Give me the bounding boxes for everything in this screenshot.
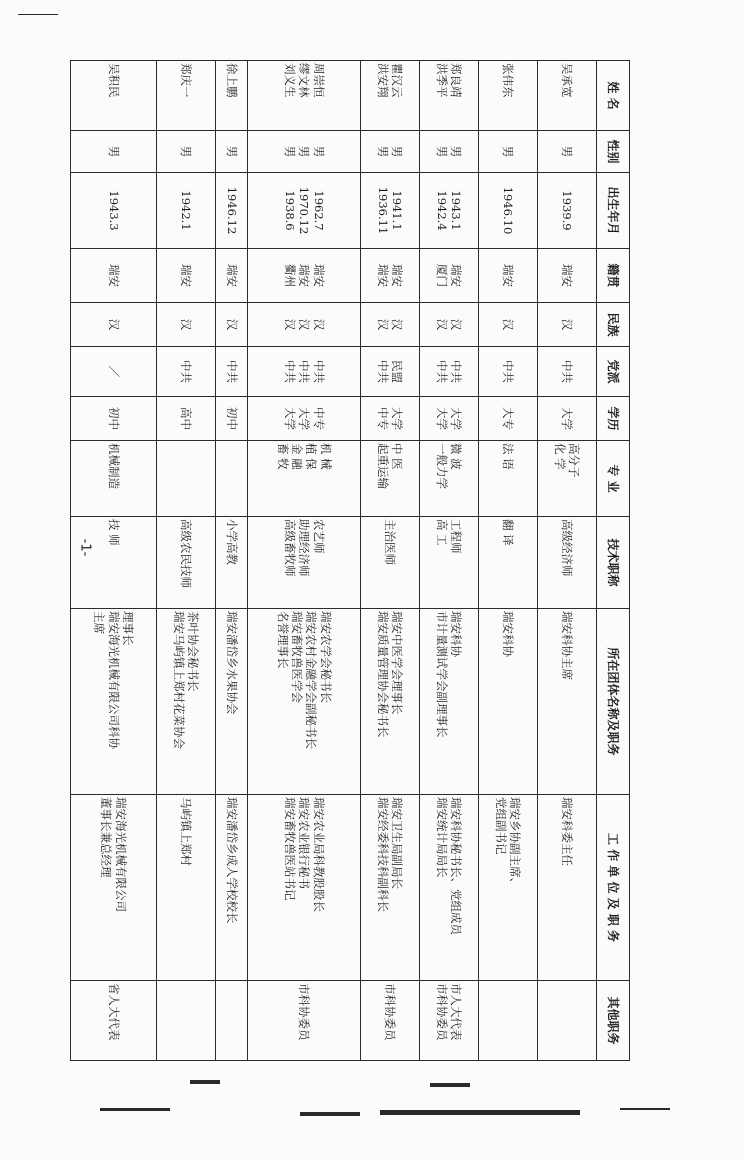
cell-line: 助理经济师	[297, 519, 312, 577]
cell-line: 省人大代表	[106, 983, 121, 1041]
cell-line: 瑞安农业局科教股股长	[311, 797, 326, 912]
cell-line: 汉	[179, 318, 194, 331]
table-row	[248, 61, 361, 1061]
cell-party	[537, 347, 596, 397]
cell-native	[537, 249, 596, 303]
cell-line: 瞿汉云	[390, 63, 405, 98]
cell-line: 一般力学	[434, 443, 449, 489]
cell-line: 缪文林	[297, 63, 312, 98]
cell-line: 市科协委员	[297, 983, 312, 1041]
cell-line: 汉	[224, 318, 239, 331]
cell-work	[248, 795, 361, 981]
cell-line: 瑞安科协秘书长、党组成员	[449, 797, 464, 935]
cell-line: 瑞安马屿镇上郑村花菜协会	[171, 611, 186, 749]
cell-society	[71, 609, 157, 795]
table-row	[478, 61, 537, 1061]
cell-other	[156, 981, 215, 1061]
cell-education	[248, 397, 361, 441]
cell-birth	[537, 173, 596, 249]
cell-line: 名誉理事长	[275, 611, 290, 669]
cell-title	[71, 517, 157, 609]
cell-line: 大学	[282, 407, 297, 430]
cell-ethnicity	[248, 303, 361, 347]
cell-line: 微 波	[449, 443, 464, 470]
cell-line: 化 学	[552, 443, 567, 470]
cell-line: 衢州	[282, 264, 297, 287]
cell-line: 瑞安	[179, 264, 194, 287]
cell-title	[156, 517, 215, 609]
table-row	[215, 61, 247, 1061]
cell-line: 瑞安农业银行秘书	[297, 797, 312, 889]
cell-line: 瑞安农学会秘书长	[318, 611, 333, 703]
cell-line: 汉	[106, 318, 121, 331]
cell-ethnicity	[478, 303, 537, 347]
register-sheet	[70, 60, 630, 1060]
cell-line: 瑞安	[106, 264, 121, 287]
cell-name	[478, 61, 537, 131]
cell-education	[419, 397, 478, 441]
cell-line: 1939.9	[560, 190, 575, 231]
cell-line: 汉	[449, 318, 464, 331]
cell-line: 金 融	[289, 443, 304, 470]
cell-society	[156, 609, 215, 795]
cell-line: 汉	[560, 318, 575, 331]
cell-line: 中专	[375, 407, 390, 430]
cell-major	[419, 441, 478, 517]
cell-line: 主治医师	[382, 519, 397, 565]
cell-line: 汉	[434, 318, 449, 331]
cell-gender	[215, 131, 247, 173]
cell-society	[215, 609, 247, 795]
cell-title	[215, 517, 247, 609]
cell-line: 中共	[297, 360, 312, 383]
cell-line: 瑞安	[501, 264, 516, 287]
cell-work	[156, 795, 215, 981]
cell-line: 男	[390, 145, 405, 158]
cell-party	[478, 347, 537, 397]
cell-education	[71, 397, 157, 441]
cell-line: 洪安翔	[375, 63, 390, 98]
cell-line: 男	[297, 145, 312, 158]
cell-line: 刘义生	[282, 63, 297, 98]
cell-line: 法 语	[501, 443, 516, 470]
header-society: 所在团体名称及职务	[597, 609, 630, 795]
cell-major	[156, 441, 215, 517]
cell-line: 1942.4	[434, 190, 449, 231]
cell-education	[478, 397, 537, 441]
cell-major	[360, 441, 419, 517]
cell-birth	[419, 173, 478, 249]
cell-native	[360, 249, 419, 303]
cell-line: 洪季平	[434, 63, 449, 98]
cell-native	[478, 249, 537, 303]
cell-party	[419, 347, 478, 397]
scan-artifact-top	[18, 14, 58, 15]
header-other: 其他职务	[597, 981, 630, 1061]
cell-line: 瑞安统计局局长	[434, 797, 449, 878]
cell-line: 大学	[560, 407, 575, 430]
cell-gender	[71, 131, 157, 173]
header-title: 技术职称	[597, 517, 630, 609]
scan-artifact-bottom-5	[430, 1083, 470, 1087]
cell-work	[71, 795, 157, 981]
cell-line: 男	[434, 145, 449, 158]
cell-line: 男	[106, 145, 121, 158]
cell-birth	[215, 173, 247, 249]
cell-other	[360, 981, 419, 1061]
cell-line: 瑞安	[297, 264, 312, 287]
header-row	[597, 61, 630, 1061]
cell-line: 马屿镇上郑村	[179, 797, 194, 866]
cell-society	[360, 609, 419, 795]
cell-society	[537, 609, 596, 795]
cell-name	[71, 61, 157, 131]
cell-line: 瑞安	[390, 264, 405, 287]
cell-line: 大学	[390, 407, 405, 430]
header-major: 专 业	[597, 441, 630, 517]
cell-line: 初中	[106, 407, 121, 430]
header-party: 党派	[597, 347, 630, 397]
cell-line: 中共	[375, 360, 390, 383]
cell-other	[71, 981, 157, 1061]
cell-other	[478, 981, 537, 1061]
cell-major	[71, 441, 157, 517]
cell-line: 徐上鹏	[224, 63, 239, 98]
cell-line: 小学高教	[224, 519, 239, 565]
cell-line: 瑞安科协主席	[560, 611, 575, 680]
cell-line: 瑞安	[224, 264, 239, 287]
cell-birth	[156, 173, 215, 249]
cell-line: 大学	[297, 407, 312, 430]
cell-line: 1941.1	[390, 190, 405, 231]
cell-native	[156, 249, 215, 303]
cell-name	[360, 61, 419, 131]
page-number: -1-	[77, 538, 93, 557]
cell-major	[248, 441, 361, 517]
cell-line: 郑庆一	[179, 63, 194, 98]
cell-line: 高中	[179, 407, 194, 430]
cell-gender	[248, 131, 361, 173]
cell-line: 技 师	[106, 519, 121, 546]
member-register-table	[70, 60, 630, 1061]
cell-line: 中专	[311, 407, 326, 430]
cell-line: 瑞安中医学会理事长	[390, 611, 405, 715]
cell-line: 瑞安	[449, 264, 464, 287]
cell-line: 瑞安畜牧兽医站书记	[282, 797, 297, 901]
cell-line: 男	[560, 145, 575, 158]
cell-line: 男	[311, 145, 326, 158]
header-education: 学历	[597, 397, 630, 441]
cell-line: 农艺师	[311, 519, 326, 554]
cell-line: 汉	[390, 318, 405, 331]
cell-line: 吴承宽	[560, 63, 575, 98]
cell-gender	[156, 131, 215, 173]
scan-artifact-bottom-6	[620, 1108, 670, 1110]
cell-title	[248, 517, 361, 609]
cell-line: 1946.10	[501, 186, 516, 235]
cell-name	[215, 61, 247, 131]
scan-artifact-bottom-2	[190, 1080, 220, 1084]
cell-line: 机械制造	[106, 443, 121, 489]
cell-line: 茶叶协会秘书长	[186, 611, 201, 692]
cell-line: 民盟	[390, 360, 405, 383]
cell-line: 主席	[92, 611, 107, 634]
cell-line: 瑞安畜牧兽医学会	[289, 611, 304, 703]
cell-line: 周崇恒	[311, 63, 326, 98]
cell-line: 董事长兼总经理	[99, 797, 114, 878]
cell-major	[215, 441, 247, 517]
cell-major	[478, 441, 537, 517]
cell-line: 大学	[434, 407, 449, 430]
cell-line: 瑞安海光机械有限公司科协	[106, 611, 121, 749]
cell-native	[248, 249, 361, 303]
cell-line: 高级经济师	[560, 519, 575, 577]
cell-society	[478, 609, 537, 795]
table-row	[419, 61, 478, 1061]
cell-line: 瑞安质量管理协会秘书长	[375, 611, 390, 738]
cell-work	[215, 795, 247, 981]
cell-line: 1943.3	[106, 190, 121, 231]
cell-ethnicity	[419, 303, 478, 347]
cell-ethnicity	[215, 303, 247, 347]
cell-line: 瑞安	[311, 264, 326, 287]
cell-work	[537, 795, 596, 981]
cell-line: 吴积民	[106, 63, 121, 98]
cell-line: 中共	[449, 360, 464, 383]
cell-line: 中共	[501, 360, 516, 383]
cell-line: 男	[375, 145, 390, 158]
cell-party	[360, 347, 419, 397]
table-row	[360, 61, 419, 1061]
cell-line: 瑞安	[375, 264, 390, 287]
scan-artifact-bottom-4	[380, 1110, 580, 1115]
cell-line: 1942.1	[179, 190, 194, 231]
cell-line: 工程师	[449, 519, 464, 554]
register-rows	[71, 61, 597, 1061]
cell-gender	[478, 131, 537, 173]
cell-native	[71, 249, 157, 303]
cell-work	[419, 795, 478, 981]
cell-native	[419, 249, 478, 303]
cell-line: 高分子	[567, 443, 582, 478]
cell-ethnicity	[537, 303, 596, 347]
cell-line: 男	[179, 145, 194, 158]
cell-line: 初中	[224, 407, 239, 430]
cell-line: 郑良靖	[449, 63, 464, 98]
cell-education	[156, 397, 215, 441]
cell-line: 1946.12	[224, 186, 239, 235]
cell-line: 机 械	[318, 443, 333, 470]
cell-line: 男	[282, 145, 297, 158]
cell-line: 男	[501, 145, 516, 158]
cell-line: 党组副书记	[493, 797, 508, 855]
cell-line: 瑞安海光机械有限公司	[113, 797, 128, 912]
table-row	[156, 61, 215, 1061]
cell-line: 汉	[297, 318, 312, 331]
cell-major	[537, 441, 596, 517]
cell-line: 瑞安潘岱乡水果协会	[224, 611, 239, 715]
cell-line: 1938.6	[282, 190, 297, 231]
cell-line: 1936.11	[375, 186, 390, 235]
cell-name	[248, 61, 361, 131]
cell-gender	[360, 131, 419, 173]
header-birth: 出生年月	[597, 173, 630, 249]
cell-line: 理事长	[120, 611, 135, 646]
cell-line: 市人大代表	[449, 983, 464, 1041]
cell-line: 瑞安科委主任	[560, 797, 575, 866]
cell-party	[156, 347, 215, 397]
cell-title	[537, 517, 596, 609]
cell-line: 中共	[560, 360, 575, 383]
cell-line: 大学	[449, 407, 464, 430]
cell-line: 植 保	[304, 443, 319, 470]
cell-birth	[71, 173, 157, 249]
cell-line: ／	[106, 365, 121, 378]
cell-title	[478, 517, 537, 609]
cell-name	[156, 61, 215, 131]
cell-line: 男	[224, 145, 239, 158]
cell-line: 瑞安科协	[449, 611, 464, 657]
cell-gender	[537, 131, 596, 173]
cell-party	[71, 347, 157, 397]
cell-party	[215, 347, 247, 397]
cell-ethnicity	[71, 303, 157, 347]
cell-other	[215, 981, 247, 1061]
cell-gender	[419, 131, 478, 173]
cell-line: 瑞安农村金融学会副秘书长	[304, 611, 319, 749]
cell-line: 1962.7	[311, 190, 326, 231]
cell-line: 瑞安乡协副主席、	[508, 797, 523, 889]
cell-line: 起重运输	[375, 443, 390, 489]
header-work: 工 作 单 位 及 职 务	[597, 795, 630, 981]
cell-ethnicity	[360, 303, 419, 347]
cell-line: 瑞安科协	[501, 611, 516, 657]
cell-line: 市计量测试学会副理事长	[434, 611, 449, 738]
cell-party	[248, 347, 361, 397]
cell-education	[360, 397, 419, 441]
cell-line: 翻 译	[501, 519, 516, 546]
cell-line: 市科协委员	[382, 983, 397, 1041]
cell-work	[360, 795, 419, 981]
cell-line: 汉	[501, 318, 516, 331]
scan-artifact-bottom-1	[100, 1108, 170, 1111]
cell-line: 汉	[282, 318, 297, 331]
cell-society	[419, 609, 478, 795]
cell-line: 中共	[311, 360, 326, 383]
cell-line: 中共	[434, 360, 449, 383]
cell-line: 畜 牧	[275, 443, 290, 470]
cell-line: 瑞安经委科技科副科长	[375, 797, 390, 912]
cell-native	[215, 249, 247, 303]
cell-line: 1943.1	[449, 190, 464, 231]
cell-line: 中 医	[390, 443, 405, 470]
cell-line: 男	[449, 145, 464, 158]
cell-line: 汉	[311, 318, 326, 331]
cell-other	[419, 981, 478, 1061]
table-row	[537, 61, 596, 1061]
cell-birth	[248, 173, 361, 249]
cell-education	[215, 397, 247, 441]
cell-line: 高级畜牧师	[282, 519, 297, 577]
cell-line: 1970.12	[297, 186, 312, 235]
cell-work	[478, 795, 537, 981]
cell-line: 中共	[179, 360, 194, 383]
cell-other	[248, 981, 361, 1061]
cell-line: 瑞安潘岱乡成人学校校长	[224, 797, 239, 924]
cell-birth	[478, 173, 537, 249]
cell-education	[537, 397, 596, 441]
cell-line: 中共	[282, 360, 297, 383]
cell-title	[360, 517, 419, 609]
header-name: 姓 名	[597, 61, 630, 131]
cell-title	[419, 517, 478, 609]
header-native: 籍贯	[597, 249, 630, 303]
cell-line: 厦门	[434, 264, 449, 287]
cell-other	[537, 981, 596, 1061]
table-row	[71, 61, 157, 1061]
cell-line: 汉	[375, 318, 390, 331]
cell-line: 瑞安卫生局副局长	[390, 797, 405, 889]
cell-birth	[360, 173, 419, 249]
cell-line: 中共	[224, 360, 239, 383]
header-ethnicity: 民族	[597, 303, 630, 347]
cell-line: 市科协委员	[434, 983, 449, 1041]
cell-name	[419, 61, 478, 131]
cell-name	[537, 61, 596, 131]
cell-line: 高级农民技师	[179, 519, 194, 588]
cell-line: 大专	[501, 407, 516, 430]
cell-ethnicity	[156, 303, 215, 347]
cell-line: 高 工	[434, 519, 449, 546]
scan-artifact-bottom-3	[300, 1112, 360, 1116]
cell-society	[248, 609, 361, 795]
header-gender: 性别	[597, 131, 630, 173]
cell-line: 瑞安	[560, 264, 575, 287]
cell-line: 张伟东	[501, 63, 516, 98]
